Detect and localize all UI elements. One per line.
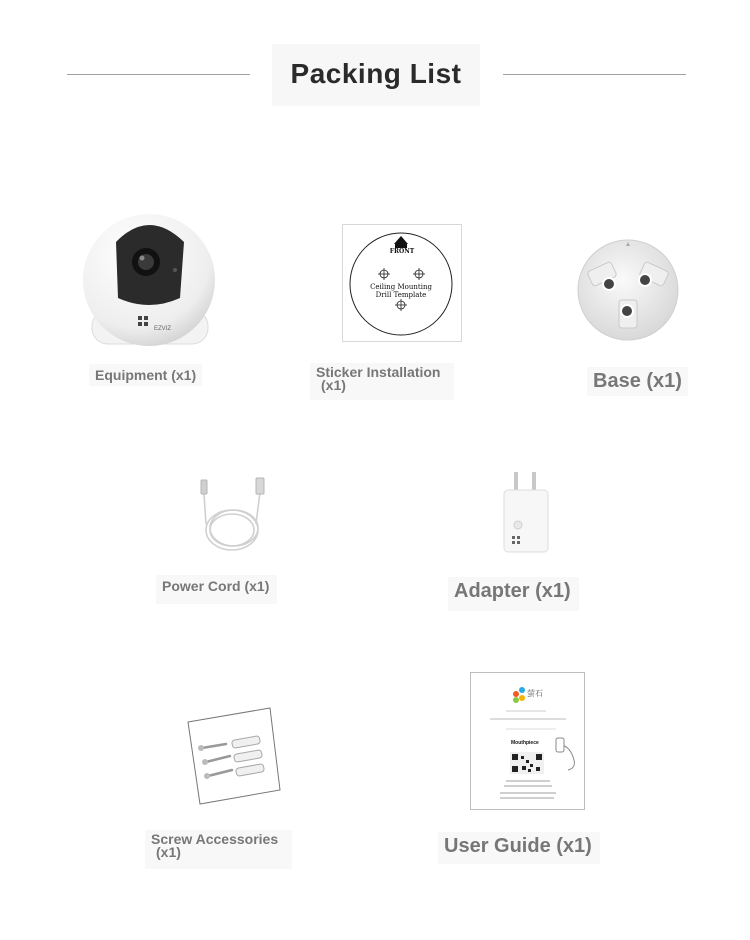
sticker-installation-label: Sticker Installation (x1) <box>310 363 454 400</box>
sticker-template-line1: Ceiling Mounting <box>370 283 432 291</box>
equipment-label: Equipment (x1) <box>89 364 202 386</box>
user-guide-label: User Guide (x1) <box>438 832 600 864</box>
screw-kit-icon <box>184 704 284 806</box>
sticker-front-text: FRONT <box>389 248 415 255</box>
adapter-label: Adapter (x1) <box>448 577 579 611</box>
screw-accessories-label: Screw Accessories (x1) <box>145 830 292 869</box>
camera-icon <box>80 212 218 348</box>
guide-heading-text: Mouthpiece <box>511 740 539 746</box>
guide-brand-text: 萤石 <box>527 689 543 698</box>
sticker-template-line2: Drill Template <box>375 291 427 299</box>
power-adapter-icon <box>500 470 552 556</box>
base-label: Base (x1) <box>587 367 688 396</box>
mounting-base-icon <box>575 238 681 342</box>
power-cord-label: Power Cord (x1) <box>156 575 277 604</box>
title-rule-left <box>67 74 250 75</box>
title-rule-right <box>503 74 686 75</box>
svg-text:EZVIZ: EZVIZ <box>154 326 172 332</box>
page-title: Packing List <box>272 44 480 106</box>
usb-cable-icon <box>198 476 274 556</box>
